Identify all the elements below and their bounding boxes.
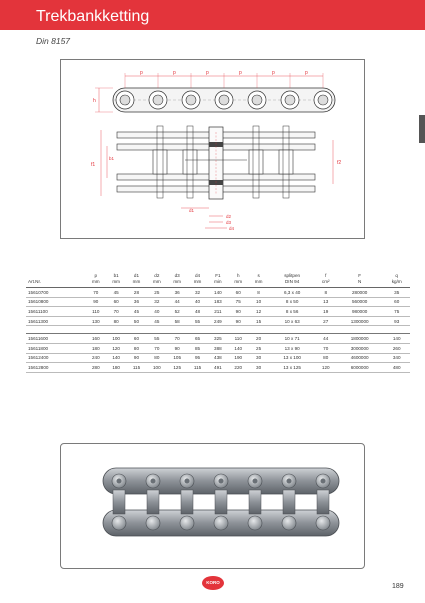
dim-label-h: h [93, 98, 96, 104]
table-cell: 44 [167, 297, 187, 307]
chain-pin-hole [219, 479, 224, 484]
table-cell: 32 [147, 297, 167, 307]
table-cell: 8 x 56 [269, 307, 316, 317]
table-cell: 90 [228, 307, 248, 317]
table-cell: 32 [187, 288, 207, 298]
chain-pin-head [180, 516, 194, 530]
table-cell: 249 [208, 316, 228, 326]
side-bushing [153, 150, 167, 174]
chain-drawing-svg [61, 60, 366, 240]
table-cell: 70 [147, 343, 167, 353]
table-cell: 100 [106, 334, 126, 344]
chain-pin-head [282, 516, 296, 530]
table-cell: 40 [187, 297, 207, 307]
column-header-unit: N [357, 279, 362, 284]
chain-illustration [61, 444, 366, 570]
chain-bushing [215, 490, 227, 514]
table-row [26, 334, 410, 344]
column-header-unit: mm [193, 279, 202, 284]
table-cell: 125 [167, 363, 187, 373]
table-cell: 90 [167, 343, 187, 353]
table-group-separator [26, 326, 410, 334]
table-cell: 10 [248, 297, 268, 307]
column-header-label: d2 [154, 273, 160, 278]
table-body [26, 288, 410, 373]
table-cell: 325 [208, 334, 228, 344]
table-cell: 45 [106, 288, 126, 298]
table-cell: 13 x 125 [269, 363, 316, 373]
chain-pin-head [146, 516, 160, 530]
pin-inner [186, 95, 196, 105]
table-cell: 260 [383, 343, 410, 353]
column-header [147, 272, 167, 288]
column-header-label: b1 [113, 273, 119, 278]
product-photo [60, 443, 365, 569]
chain-pin-hole [185, 479, 190, 484]
dim-label-p: p [239, 70, 242, 76]
table-cell: 160 [86, 334, 106, 344]
column-header [208, 272, 228, 288]
technical-drawing [60, 59, 365, 239]
table-cell: 95 [187, 353, 207, 363]
brand-logo: KORO [202, 576, 224, 590]
dim-label-f2: f2 [337, 160, 342, 166]
table-cell: 85 [187, 343, 207, 353]
table-cell: 480 [383, 363, 410, 373]
pin-inner [219, 95, 229, 105]
table-cell: 120 [316, 363, 336, 373]
table-cell: 388 [208, 343, 228, 353]
table-cell: 3000000 [336, 343, 384, 353]
table-cell: 19 [316, 307, 336, 317]
table-cell: 70 [86, 288, 106, 298]
dim-label-d2: d2 [226, 214, 232, 219]
table-cell: 100 [147, 363, 167, 373]
table-cell: 1300000 [336, 316, 384, 326]
table-cell: 240 [86, 353, 106, 363]
column-header [228, 272, 248, 288]
dim-label-d3: d3 [226, 220, 232, 225]
column-header-label: Art.Nr. [28, 279, 42, 284]
column-header-unit: mm [91, 279, 100, 284]
chain-pin-hole [321, 479, 326, 484]
column-header [86, 272, 106, 288]
column-header-label: splitpen [284, 273, 301, 278]
table-cell: 120 [106, 343, 126, 353]
table-cell: 45 [147, 316, 167, 326]
table-cell: 80 [126, 343, 146, 353]
table-cell: 80 [106, 316, 126, 326]
table-cell: 15610700 [26, 288, 86, 298]
column-header [269, 272, 316, 288]
column-header-unit: mm [173, 279, 182, 284]
table-cell: 115 [187, 363, 207, 373]
column-header [126, 272, 146, 288]
table-row [26, 363, 410, 373]
page-header [0, 0, 425, 30]
table-row [26, 288, 410, 298]
chain-pin-head [214, 516, 228, 530]
pin-inner [153, 95, 163, 105]
chain-bushing [113, 490, 125, 514]
table-cell: 140 [106, 353, 126, 363]
table-cell: 140 [383, 334, 410, 344]
table-cell: 27 [316, 316, 336, 326]
pin-inner [285, 95, 295, 105]
table-cell: 60 [383, 297, 410, 307]
table-cell: 6000000 [336, 363, 384, 373]
table-cell: 15612800 [26, 363, 86, 373]
table-cell: 220 [228, 363, 248, 373]
table-cell: 13 x 90 [269, 343, 316, 353]
column-header [187, 272, 207, 288]
chain-pin-hole [151, 479, 156, 484]
side-bushing [279, 150, 293, 174]
table-cell: 13 [316, 297, 336, 307]
table-cell: 980000 [336, 307, 384, 317]
column-header-label: d3 [174, 273, 180, 278]
table-cell: 28 [126, 288, 146, 298]
table-cell: 60 [228, 288, 248, 298]
table-cell: 90 [86, 297, 106, 307]
table-cell: 280000 [336, 288, 384, 298]
table-cell: 183 [208, 297, 228, 307]
column-header-unit: min [214, 279, 222, 284]
column-header-unit: cm² [321, 279, 330, 284]
table-cell: 25 [248, 343, 268, 353]
dim-label-p: p [305, 70, 308, 76]
table-cell: 30 [248, 363, 268, 373]
column-header-label: d1 [133, 273, 140, 278]
table-cell: 115 [126, 363, 146, 373]
table-cell: 8 [316, 288, 336, 298]
chain-pin-head [316, 516, 330, 530]
table-cell: 60 [126, 334, 146, 344]
table-cell: 8 [248, 288, 268, 298]
column-header-label: F [358, 273, 362, 278]
table-cell: 6,3 x 40 [269, 288, 316, 298]
dim-label-p: p [206, 70, 209, 76]
table-row [26, 297, 410, 307]
table-cell: 10 x 71 [269, 334, 316, 344]
chain-bushing [181, 490, 193, 514]
column-header-unit: mm [153, 279, 161, 284]
table-cell: 55 [147, 334, 167, 344]
table-cell: 70 [167, 334, 187, 344]
table-cell: 93 [383, 316, 410, 326]
table-cell: 130 [86, 316, 106, 326]
table-cell: 58 [167, 316, 187, 326]
table-cell: 105 [167, 353, 187, 363]
column-header-label: p [94, 273, 98, 278]
column-header [167, 272, 187, 288]
table-row [26, 353, 410, 363]
dim-label-d4: d4 [229, 226, 235, 231]
chain-bushing [283, 490, 295, 514]
table-cell: 560000 [336, 297, 384, 307]
table-cell: 491 [208, 363, 228, 373]
column-header-unit: kg/m [391, 279, 402, 284]
table-cell: 45 [126, 307, 146, 317]
column-header-unit: mm [112, 279, 120, 284]
chain-bushing [249, 490, 261, 514]
table-cell: 140 [228, 343, 248, 353]
table-cell: 15611300 [26, 316, 86, 326]
column-header-label: s [257, 273, 260, 278]
table-cell: 90 [126, 353, 146, 363]
dim-label-p: p [272, 70, 275, 76]
table-cell: 75 [228, 297, 248, 307]
table-cell: 30 [248, 353, 268, 363]
table-cell: 40 [147, 307, 167, 317]
table-cell: 140 [208, 288, 228, 298]
spec-table [26, 272, 410, 373]
table-cell: 52 [167, 307, 187, 317]
dim-label-p: p [173, 70, 176, 76]
table-cell: 75 [383, 307, 410, 317]
column-header-label: q [395, 273, 398, 278]
chain-pin-head [112, 516, 126, 530]
table-cell: 36 [167, 288, 187, 298]
table-cell: 15611800 [26, 343, 86, 353]
column-header [248, 272, 268, 288]
column-header-unit: mm [132, 279, 141, 284]
column-header-label: h [236, 273, 240, 278]
table-cell: 90 [228, 316, 248, 326]
table-cell: 55 [187, 316, 207, 326]
column-header [26, 272, 86, 288]
table-cell: 15610800 [26, 297, 86, 307]
table-cell: 15 [248, 316, 268, 326]
table-cell: 190 [228, 353, 248, 363]
table-cell: 60 [106, 297, 126, 307]
page-number: 189 [392, 583, 404, 590]
chain-pin-hole [253, 479, 258, 484]
column-header-unit: mm [254, 279, 263, 284]
table-cell: 36 [126, 297, 146, 307]
table-cell: 10 x 63 [269, 316, 316, 326]
table-cell: 8 x 50 [269, 297, 316, 307]
table-row [26, 343, 410, 353]
column-header-label: F1 [215, 273, 221, 278]
table-cell: 48 [187, 307, 207, 317]
table-cell: 280 [86, 363, 106, 373]
column-header-label: d4 [194, 273, 201, 278]
table-cell: 15612400 [26, 353, 86, 363]
page-subtitle: Din 8157 [36, 36, 71, 46]
chain-pin-head [248, 516, 262, 530]
pin-inner [252, 95, 262, 105]
side-bushing [249, 150, 263, 174]
side-tab-marker [419, 115, 425, 143]
table-cell: 4600000 [336, 353, 384, 363]
table-cell: 44 [316, 334, 336, 344]
table-cell: 340 [383, 353, 410, 363]
table-cell: 180 [106, 363, 126, 373]
column-header [336, 272, 384, 288]
pin-inner [318, 95, 328, 105]
table-cell: 20 [248, 334, 268, 344]
column-header-unit: mm [234, 279, 243, 284]
column-header [383, 272, 410, 288]
pin-inner [120, 95, 130, 105]
table-cell: 110 [86, 307, 106, 317]
table-cell: 50 [126, 316, 146, 326]
dim-label-f1: f1 [91, 162, 96, 168]
chain-bushing [147, 490, 159, 514]
column-header [316, 272, 336, 288]
table-cell: 70 [106, 307, 126, 317]
dim-label-p: p [140, 70, 143, 76]
table-cell: 35 [383, 288, 410, 298]
table-cell: 438 [208, 353, 228, 363]
dim-label-d1: d1 [189, 208, 195, 213]
table-cell: 110 [228, 334, 248, 344]
side-bushing [183, 150, 197, 174]
table-cell: 15611600 [26, 334, 86, 344]
table-cell: 12 [248, 307, 268, 317]
table-cell: 70 [316, 343, 336, 353]
table-header-row [26, 272, 410, 288]
table-cell: 211 [208, 307, 228, 317]
column-header-label: f [325, 273, 327, 278]
dim-label-b1: b1 [109, 156, 115, 161]
table-row [26, 316, 410, 326]
table-cell: 180 [86, 343, 106, 353]
table-cell: 80 [316, 353, 336, 363]
table-cell: 13 x 100 [269, 353, 316, 363]
table-cell: 80 [147, 353, 167, 363]
chain-pin-hole [117, 479, 122, 484]
chain-side-view [117, 126, 315, 199]
table-cell: 25 [147, 288, 167, 298]
column-header-unit: DIN 94 [284, 279, 300, 284]
column-header [106, 272, 126, 288]
chain-pin-hole [287, 479, 292, 484]
table-cell: 1800000 [336, 334, 384, 344]
chain-bushing [317, 490, 329, 514]
page-title: Trekbankketting [36, 8, 150, 25]
table-row [26, 307, 410, 317]
table-cell: 65 [187, 334, 207, 344]
table-cell: 15611100 [26, 307, 86, 317]
